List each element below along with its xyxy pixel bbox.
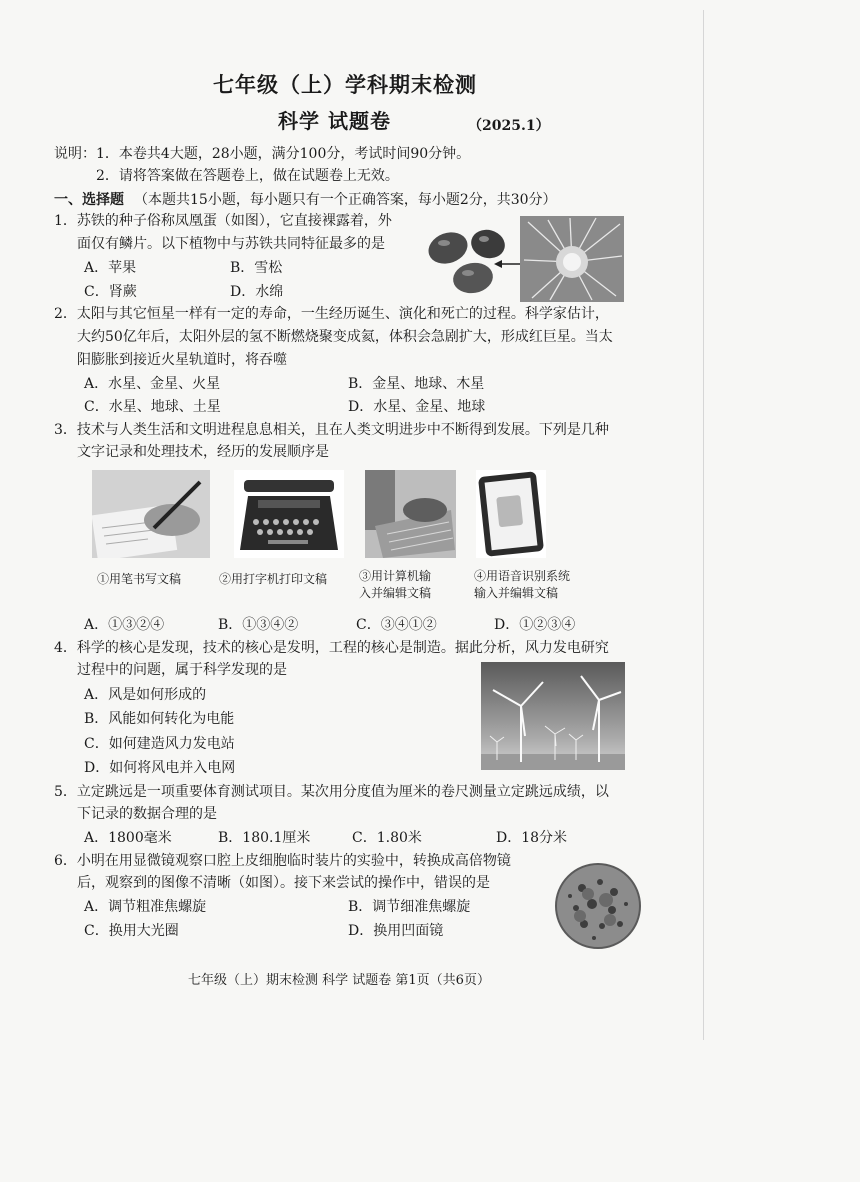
q3-caption-3-line2: 入并编辑文稿 — [359, 586, 432, 600]
blurry-cells-illustration — [554, 862, 642, 950]
q1-option-c: C．肾蕨 — [84, 284, 137, 300]
laptop-typing-illustration — [365, 470, 456, 558]
q2-stem-line3: 阳膨胀到接近火星轨道时，将吞噬 — [77, 352, 287, 368]
q3-caption-3-line1: ③用计算机输 — [359, 569, 432, 583]
q6-microscope-view — [554, 862, 642, 950]
q6-option-c: C．换用大光圈 — [84, 923, 179, 939]
note-line-2: 2．请将答案做在答题卷上，做在试题卷上无效。 — [96, 168, 399, 184]
q3-stem-line1: 3．技术与人类生活和文明进程息息相关，且在人类文明进步中不断得到发展。下列是几种 — [54, 422, 609, 438]
q3-caption-1: ①用笔书写文稿 — [97, 572, 182, 586]
q3-option-d: D．①②③④ — [494, 617, 576, 633]
pen-writing-illustration — [92, 470, 210, 558]
q6-stem-line2: 后，观察到的图像不清晰（如图）。接下来尝试的操作中，错误的是 — [77, 875, 490, 891]
q5-option-a: A．1800毫米 — [84, 830, 172, 846]
q5-stem-line1: 5．立定跳远是一项重要体育测试项目。某次用分度值为厘米的卷尺测量立定跳远成绩，以 — [54, 784, 609, 800]
q1-seed-figure — [420, 212, 626, 304]
wind-turbines-illustration — [481, 662, 625, 770]
q1-stem-line2: 面仅有鳞片。以下植物中与苏铁共同特征最多的是 — [77, 236, 385, 252]
q1-option-b: B．雪松 — [230, 260, 283, 276]
q2-stem-line2: 大约50亿年后，太阳外层的氢不断燃烧聚变成氦，体积会急剧扩大，形成红巨星。当太 — [77, 329, 613, 345]
q3-tablet-photo — [476, 470, 546, 558]
q4-option-b: B．风能如何转化为电能 — [84, 711, 235, 727]
q5-option-c: C．1.80米 — [352, 830, 422, 846]
exam-subtitle: 科学 试题卷 — [278, 109, 391, 133]
q4-option-a: A．风是如何形成的 — [84, 687, 207, 703]
q3-option-b: B．①③④② — [218, 617, 299, 633]
q3-pen-writing-photo — [92, 470, 210, 558]
q6-stem-line1: 6．小明在用显微镜观察口腔上皮细胞临时装片的实验中，转换成高倍物镜 — [54, 853, 511, 869]
q4-stem-line2: 过程中的问题，属于科学发现的是 — [77, 662, 287, 678]
q6-option-b: B．调节细准焦螺旋 — [348, 899, 471, 915]
q1-stem-line1: 1．苏铁的种子俗称凤凰蛋（如图），它直接裸露着，外 — [54, 213, 392, 229]
q2-stem-line1: 2．太阳与其它恒星一样有一定的寿命，一生经历诞生、演化和死亡的过程。科学家估计， — [54, 306, 609, 322]
q5-stem-line2: 下记录的数据合理的是 — [77, 806, 217, 822]
q5-option-d: D．18分米 — [496, 830, 568, 846]
note-line-1: 说明：1．本卷共4大题，28小题，满分100分，考试时间90分钟。 — [54, 146, 471, 162]
typewriter-illustration — [234, 470, 344, 558]
q4-stem-line1: 4．科学的核心是发现，技术的核心是发明，工程的核心是制造。据此分析，风力发电研究 — [54, 640, 609, 656]
q2-option-b: B．金星、地球、木星 — [348, 376, 485, 392]
q3-caption-2: ②用打字机打印文稿 — [219, 572, 328, 586]
q5-option-b: B．180.1厘米 — [218, 830, 311, 846]
q3-computer-photo — [365, 470, 456, 558]
section-heading: 一、选择题 — [54, 192, 124, 208]
exam-date: （2025.1） — [468, 118, 550, 134]
q4-wind-turbine-photo — [481, 662, 625, 770]
q3-caption-4-line2: 输入并编辑文稿 — [474, 586, 559, 600]
q2-option-c: C．水星、地球、土星 — [84, 399, 221, 415]
q3-option-a: A．①③②④ — [84, 617, 165, 633]
exam-title: 七年级（上）学科期末检测 — [213, 72, 477, 97]
q4-option-c: C．如何建造风力发电站 — [84, 736, 235, 752]
q3-typewriter-photo — [234, 470, 344, 558]
tablet-voice-illustration — [476, 470, 546, 558]
q6-option-d: D．换用凹面镜 — [348, 923, 444, 939]
q1-option-d: D．水绵 — [230, 284, 284, 300]
q1-option-a: A．苹果 — [84, 260, 137, 276]
q4-option-d: D．如何将风电并入电网 — [84, 760, 236, 776]
q2-option-d: D．水星、金星、地球 — [348, 399, 486, 415]
q3-caption-4-line1: ④用语音识别系统 — [474, 569, 571, 583]
q6-option-a: A．调节粗准焦螺旋 — [84, 899, 207, 915]
q3-option-c: C．③④①② — [356, 617, 437, 633]
section-description: （本题共15小题，每小题只有一个正确答案，每小题2分，共30分） — [134, 192, 557, 208]
q2-option-a: A．水星、金星、火星 — [84, 376, 221, 392]
page-footer: 七年级（上）期末检测 科学 试题卷 第1页（共6页） — [188, 973, 490, 988]
page-edge-line — [703, 10, 704, 1040]
q3-stem-line2: 文字记录和处理技术，经历的发展顺序是 — [77, 444, 329, 460]
cycad-seeds-illustration — [420, 212, 626, 304]
